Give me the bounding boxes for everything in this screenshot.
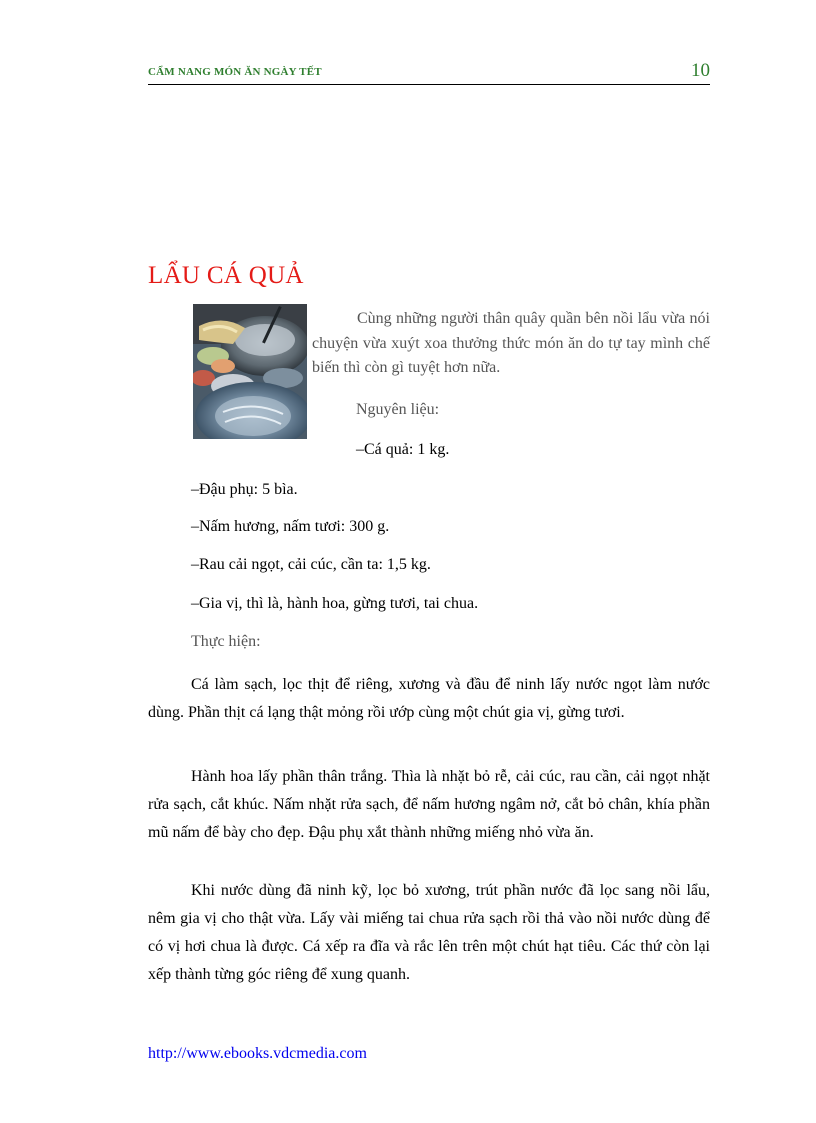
book-title: CẨM NANG MÓN ĂN NGÀY TẾT [148,66,322,78]
ingredient-item: –Đậu phụ: 5 bìa. [191,481,298,498]
method-step: Cá làm sạch, lọc thịt để riêng, xương và đầu để ninh lấy nước ngọt làm nước dùng. Phần thịt cá lạng thật mỏng rồi ướp cùng một chút gia vị, gừng tươi. [148,676,710,721]
page-header [148,60,710,85]
ingredient-item: –Cá quả: 1 kg. [356,441,450,458]
hotpot-photo [193,304,307,439]
ingredient-item: –Gia vị, thì là, hành hoa, gừng tươi, tai chua. [191,595,479,612]
method-step: Hành hoa lấy phần thân trắng. Thìa là nhặt bỏ rễ, cải cúc, rau cần, cải ngọt nhặt rửa sạch, cắt khúc. Nấm nhặt rửa sạch, để nấm hương ngâm nở, cắt bỏ chân, khía phần mũ nấm để bày cho đẹp. Đậu phụ xắt thành những miếng nhỏ vừa ăn. [148,768,710,841]
method-label: Thực hiện: [191,633,261,650]
ingredient-item: –Rau cải ngọt, cải cúc, cần ta: 1,5 kg. [191,556,431,573]
recipe-title: LẨU CÁ QUẢ [148,262,304,289]
recipe-intro: Cùng những người thân quây quần bên nồi lẩu vừa nói chuyện vừa xuýt xoa thưởng thức món ăn do tự tay mình chế biến thì còn gì tuyệt hơn nữa. [312,310,710,376]
page-number: 10 [691,60,710,81]
footer-website-link[interactable]: http://www.ebooks.vdcmedia.com [148,1045,367,1062]
hotpot-photo-illustration [193,304,307,439]
method-step: Khi nước dùng đã ninh kỹ, lọc bỏ xương, trút phần nước đã lọc sang nồi lẩu, nêm gia vị cho thật vừa. Lấy vài miếng tai chua rửa sạch rồi thả vào nồi nước dùng để có vị hơi chua là được. Cá xếp ra đĩa và rắc lên trên một chút hạt tiêu. Các thứ còn lại xếp thành từng góc riêng để xung quanh. [148,882,710,983]
ingredient-item: –Nấm hương, nấm tươi: 300 g. [191,518,390,535]
ingredients-label: Nguyên liệu: [356,401,440,418]
